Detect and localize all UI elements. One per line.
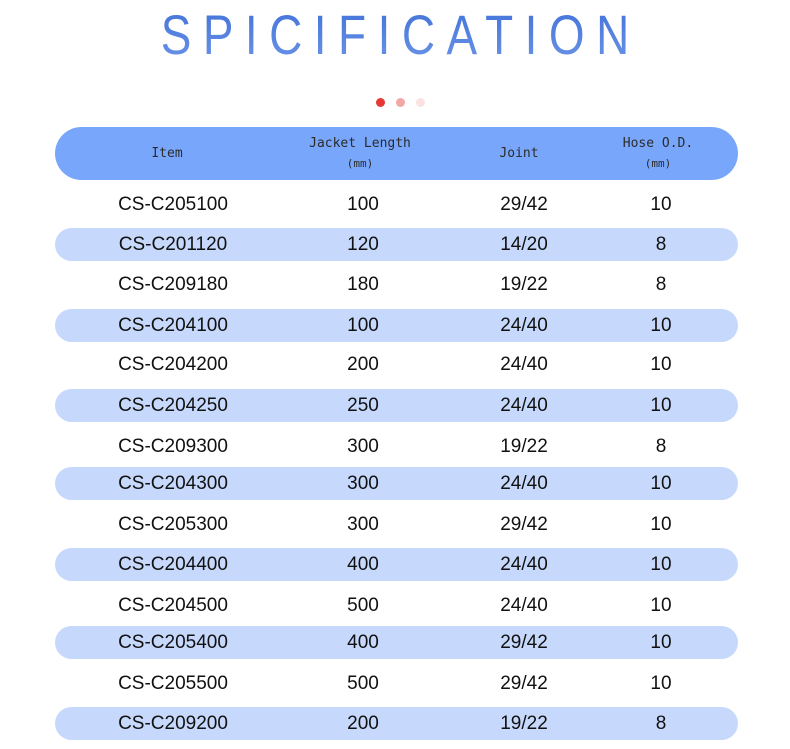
table-row [55, 389, 738, 422]
hose-od-cell: 10 [650, 514, 672, 535]
item-cell: CS-C204100 [118, 315, 228, 336]
table-row [55, 589, 738, 622]
item-cell: CS-C205100 [118, 194, 228, 215]
joint-cell: 29/42 [500, 632, 548, 653]
jacket-length-cell: 400 [347, 632, 379, 653]
hose-od-cell: 8 [655, 436, 667, 457]
joint-cell: 29/42 [500, 514, 548, 535]
hose-od-cell: 8 [655, 713, 667, 734]
joint-cell: 24/40 [500, 315, 548, 336]
item-cell: CS-C209200 [118, 713, 228, 734]
header-unit: (mm) [346, 156, 374, 170]
header-label: Item [151, 145, 183, 161]
hose-od-cell: 10 [650, 554, 672, 575]
table-row [55, 309, 738, 342]
jacket-length-cell: 100 [347, 315, 379, 336]
item-cell: CS-C204200 [118, 354, 228, 375]
header-item [151, 127, 182, 180]
joint-cell: 29/42 [500, 194, 548, 215]
header-hose-od [623, 127, 693, 180]
header-jacket-length [309, 127, 411, 180]
joint-cell: 19/22 [500, 713, 548, 734]
table-row [55, 707, 738, 740]
item-cell: CS-C209300 [118, 436, 228, 457]
hose-od-cell: 8 [655, 274, 667, 295]
header-unit: (mm) [644, 156, 672, 170]
joint-cell: 19/22 [500, 274, 548, 295]
joint-cell: 24/40 [500, 473, 548, 494]
item-cell: CS-C204500 [118, 595, 228, 616]
table-row [55, 430, 738, 463]
jacket-length-cell: 180 [347, 274, 379, 295]
table-row [55, 268, 738, 301]
item-cell: CS-C204250 [118, 395, 228, 416]
item-cell: CS-C205300 [118, 514, 228, 535]
joint-cell: 24/40 [500, 395, 548, 416]
jacket-length-cell: 300 [347, 436, 379, 457]
jacket-length-cell: 200 [347, 354, 379, 375]
jacket-length-cell: 100 [347, 194, 379, 215]
jacket-length-cell: 250 [347, 395, 379, 416]
header-label: Joint [499, 145, 539, 161]
table-row [55, 548, 738, 581]
jacket-length-cell: 300 [347, 514, 379, 535]
joint-cell: 24/40 [500, 554, 548, 575]
jacket-length-cell: 400 [347, 554, 379, 575]
table-row [55, 188, 738, 221]
joint-cell: 24/40 [500, 595, 548, 616]
page-title: SPICIFICATION [71, 0, 719, 70]
table-row [55, 626, 738, 659]
hose-od-cell: 10 [650, 315, 672, 336]
table-row [55, 508, 738, 541]
jacket-length-cell: 500 [347, 595, 379, 616]
dot [416, 98, 425, 107]
joint-cell: 14/20 [500, 234, 548, 255]
table-row [55, 348, 738, 381]
item-cell: CS-C205500 [118, 673, 228, 694]
hose-od-cell: 10 [650, 194, 672, 215]
joint-cell: 19/22 [500, 436, 548, 457]
hose-od-cell: 10 [650, 354, 672, 375]
dot-active [376, 98, 385, 107]
jacket-length-cell: 120 [347, 234, 379, 255]
hose-od-cell: 10 [650, 595, 672, 616]
item-cell: CS-C201120 [118, 234, 228, 255]
table-row [55, 667, 738, 700]
pagination-dots [376, 98, 436, 108]
jacket-length-cell: 500 [347, 673, 379, 694]
table-header [55, 127, 738, 180]
item-cell: CS-C209180 [118, 274, 228, 295]
header-label: Jacket Length [309, 135, 411, 151]
hose-od-cell: 10 [650, 395, 672, 416]
joint-cell: 24/40 [500, 354, 548, 375]
joint-cell: 29/42 [500, 673, 548, 694]
header-joint [499, 127, 538, 180]
item-cell: CS-C204300 [118, 473, 228, 494]
jacket-length-cell: 300 [347, 473, 379, 494]
hose-od-cell: 10 [650, 673, 672, 694]
dot [396, 98, 405, 107]
header-label: Hose O.D. [622, 135, 694, 151]
table-row [55, 228, 738, 261]
item-cell: CS-C204400 [118, 554, 228, 575]
item-cell: CS-C205400 [118, 632, 228, 653]
jacket-length-cell: 200 [347, 713, 379, 734]
table-row [55, 467, 738, 500]
hose-od-cell: 10 [650, 632, 672, 653]
hose-od-cell: 10 [650, 473, 672, 494]
hose-od-cell: 8 [655, 234, 667, 255]
